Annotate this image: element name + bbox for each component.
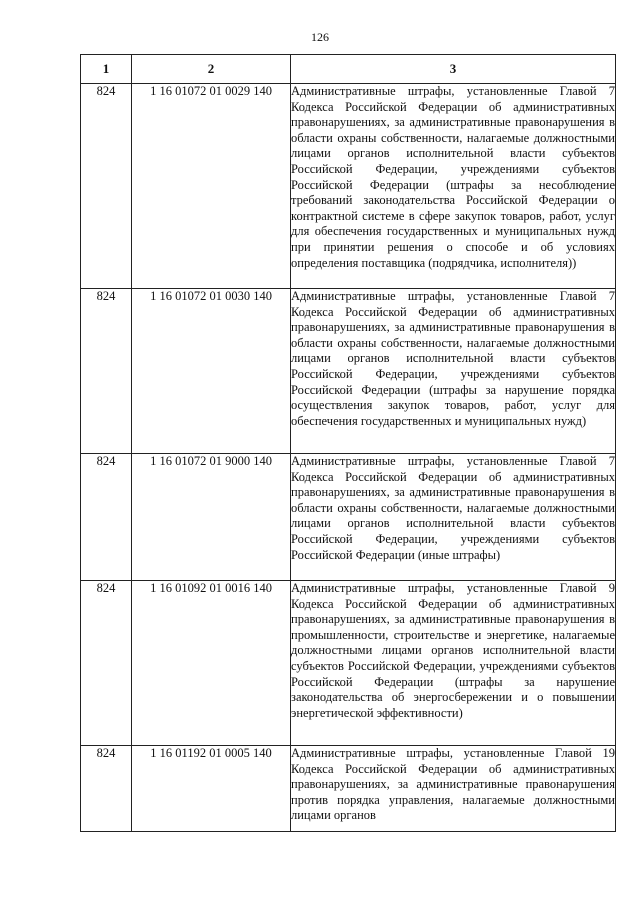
table-row	[81, 289, 616, 454]
row-description: Административные штрафы, установленные Главой 19 Кодекса Российской Федерации об административных правонарушениях, за административные правонарушения против порядка управления, налагаемые должностными лицами органов	[291, 746, 616, 832]
table-header-row	[81, 55, 616, 84]
row-description: Административные штрафы, установленные Главой 7 Кодекса Российской Федерации об административных правонарушениях, за административные правонарушения в области охраны собственности, налагаемые должностными лицами органов исполнительной власти субъектов Российской Федерации, учреждениями субъектов Российской Федерации (штрафы за несоблюдение требований законодательства Российской Федерации о контрактной системе в сфере закупок товаров, работ, услуг для обеспечения государственных и муниципальных нужд при принятии решения о способе и об условиях определения поставщика (подрядчика, исполнителя))	[291, 84, 616, 289]
row-admin-code: 824	[81, 454, 132, 581]
row-kbk-code: 1 16 01072 01 0030 140	[132, 289, 291, 454]
row-description: Административные штрафы, установленные Главой 7 Кодекса Российской Федерации об административных правонарушениях, за административные правонарушения в области охраны собственности, налагаемые должностными лицами органов исполнительной власти субъектов Российской Федерации, учреждениями субъектов Российской Федерации (иные штрафы)	[291, 454, 616, 581]
row-admin-code: 824	[81, 746, 132, 832]
column-header-2: 2	[132, 55, 291, 84]
budget-classification-table	[80, 54, 616, 832]
table-row	[81, 581, 616, 746]
table-row	[81, 746, 616, 832]
row-admin-code: 824	[81, 581, 132, 746]
row-description: Административные штрафы, установленные Главой 7 Кодекса Российской Федерации об административных правонарушениях, за административные правонарушения в области охраны собственности, налагаемые должностными лицами органов исполнительной власти субъектов Российской Федерации, учреждениями субъектов Российской Федерации (штрафы за нарушение порядка осуществления закупок товаров, работ, услуг для обеспечения государственных и муниципальных нужд)	[291, 289, 616, 454]
row-admin-code: 824	[81, 289, 132, 454]
row-kbk-code: 1 16 01092 01 0016 140	[132, 581, 291, 746]
row-kbk-code: 1 16 01072 01 9000 140	[132, 454, 291, 581]
table-row	[81, 454, 616, 581]
page-number: 126	[311, 30, 329, 44]
column-header-1: 1	[81, 55, 132, 84]
row-kbk-code: 1 16 01192 01 0005 140	[132, 746, 291, 832]
row-admin-code: 824	[81, 84, 132, 289]
table-row	[81, 84, 616, 289]
column-header-3: 3	[291, 55, 616, 84]
row-kbk-code: 1 16 01072 01 0029 140	[132, 84, 291, 289]
row-description: Административные штрафы, установленные Главой 9 Кодекса Российской Федерации об административных правонарушениях, за административные правонарушения в промышленности, строительстве и энергетике, налагаемые должностными лицами органов исполнительной власти субъектов Российской Федерации, учреждениями субъектов Российской Федерации (штрафы за нарушение законодательства об энергосбережении и о повышении энергетической эффективности)	[291, 581, 616, 746]
